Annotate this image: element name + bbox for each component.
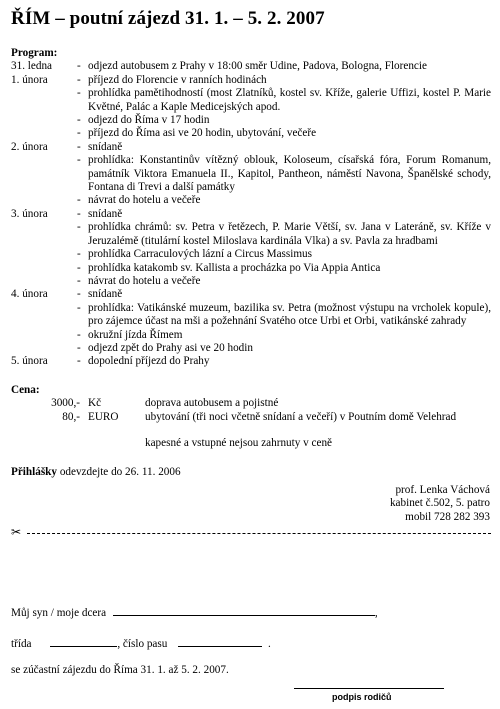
program-item-text: prohlídka Carraculových lázní a Circus Massimus: [88, 248, 313, 261]
price-description: doprava autobusem a pojistné: [145, 397, 279, 410]
program-item-text: návrat do hotelu a večeře: [88, 194, 201, 207]
class-field[interactable]: [50, 636, 117, 647]
registration-line: [11, 466, 491, 479]
day-label: 4. února: [11, 288, 48, 301]
bullet-dash: -: [77, 114, 81, 127]
program-schedule: [11, 60, 491, 368]
day-label: 1. února: [11, 73, 48, 86]
program-item-text: prohlídka: Vatikánské muzeum, bazilika sv. Petra (možnost výstupu na vrcholek kopule), pro zájemce účast na mši a požehnání Svatého otce Urbi et Orbi, vatikánské zahrady: [88, 301, 491, 328]
program-day: [11, 355, 491, 368]
program-item-text: odjezd autobusem z Prahy v 18:00 směr Udine, Padova, Bologna, Florencie: [88, 60, 427, 73]
program-item: [77, 248, 491, 261]
passport-field[interactable]: [178, 636, 262, 647]
price-list: [11, 397, 491, 424]
bullet-dash: -: [77, 341, 81, 354]
price-currency: Kč: [88, 397, 102, 410]
program-item: [77, 208, 491, 221]
bullet-dash: -: [77, 154, 81, 167]
document: [11, 8, 491, 540]
program-day: [11, 74, 491, 141]
program-item-text: snídaně: [88, 288, 123, 301]
registration-bold: Přihlášky: [11, 466, 58, 479]
program-item-text: prohlídka katakomb sv. Kallista a procházka po Via Appia Antica: [88, 261, 381, 274]
program-item-text: snídaně: [88, 207, 123, 220]
scissors-icon: ✂: [11, 525, 22, 540]
contact-office: kabinet č.502, 5. patro: [389, 497, 490, 510]
bullet-dash: -: [77, 87, 81, 100]
program-item-text: dopolední příjezd do Prahy: [88, 355, 210, 368]
bullet-dash: -: [77, 207, 81, 220]
program-day: [11, 288, 491, 355]
program-item: [77, 275, 491, 288]
program-item-text: odjezd zpět do Prahy asi ve 20 hodin: [88, 341, 253, 354]
day-label: 2. února: [11, 140, 48, 153]
program-item-text: prohlídka chrámů: sv. Petra v řetězech, P. Marie Větší, sv. Jana v Lateráně, sv. Kříže v Jeruzalémě (titulární kostel Miloslava kardinála Vlka) a sv. Pavla za hradbami: [88, 221, 491, 247]
program-item-text: prohlídka: Konstantinův vítězný oblouk, Koloseum, císařská fóra, Forum Romanum, památník Viktora Emanuela II., Kapitol, Pantheon, náměstí Navona, Španělské schody, Fontana di Trevi a další památky: [88, 154, 491, 194]
cut-line: [11, 526, 491, 540]
program-item: [77, 342, 491, 355]
contact-phone: mobil 728 282 393: [405, 510, 490, 523]
child-name-row: Můj syn / moje dcera ,: [11, 607, 378, 619]
period: .: [267, 638, 271, 650]
program-item: [77, 127, 491, 140]
price-amount: 80,-: [62, 410, 80, 423]
program-item: [77, 60, 491, 73]
child-name-field[interactable]: [113, 605, 375, 616]
price-description: ubytování (tři noci včetně snídaní a večeří) v Poutním domě Velehrad: [145, 410, 457, 423]
program-item-text: příjezd do Říma asi ve 20 hodin, ubytování, večeře: [88, 127, 317, 140]
program-item: [77, 221, 491, 248]
bullet-dash: -: [77, 194, 81, 207]
bullet-dash: -: [77, 248, 81, 261]
day-label: 3. února: [11, 207, 48, 220]
bullet-dash: -: [77, 301, 81, 314]
program-item: [77, 114, 491, 127]
class-passport-row: [11, 636, 271, 651]
price-note: kapesné a vstupné nejsou zahrnuty v ceně: [145, 436, 333, 449]
day-label: 5. února: [11, 355, 48, 368]
bullet-dash: -: [77, 140, 81, 153]
bullet-dash: -: [77, 127, 81, 140]
program-item-text: odjezd do Říma v 17 hodin: [88, 114, 210, 127]
program-item: [77, 74, 491, 87]
program-item: [77, 262, 491, 275]
bullet-dash: -: [77, 355, 81, 368]
program-day: [11, 208, 491, 288]
program-item: [77, 329, 491, 342]
child-label: Můj syn / moje dcera: [11, 607, 107, 619]
program-item: [77, 141, 491, 154]
bullet-dash: -: [77, 274, 81, 287]
bullet-dash: -: [77, 328, 81, 341]
price-amount: 3000,-: [51, 397, 80, 410]
program-item-text: okružní jízda Římem: [88, 328, 183, 341]
signature-label: podpis rodičů: [332, 692, 392, 702]
bullet-dash: -: [77, 288, 81, 301]
signature-line[interactable]: [294, 688, 444, 689]
program-label: Program:: [11, 47, 58, 59]
program-day: [11, 141, 491, 208]
passport-label: , číslo pasu: [117, 638, 168, 650]
page-title: ŘÍM – poutní zájezd 31. 1. – 5. 2. 2007: [11, 8, 325, 29]
dashed-divider: [27, 533, 491, 534]
price-row: [11, 411, 491, 424]
program-day: [11, 60, 491, 73]
day-label: 31. ledna: [11, 60, 53, 73]
registration-text: odevzdejte do 26. 11. 2006: [57, 466, 181, 479]
program-item-text: návrat do hotelu a večeře: [88, 274, 201, 287]
price-row: [11, 397, 491, 410]
program-item-text: snídaně: [88, 140, 123, 153]
program-item: [77, 288, 491, 301]
bullet-dash: -: [77, 60, 81, 73]
price-currency: EURO: [88, 410, 119, 423]
program-item-text: prohlídka pamětihodností (most Zlatníků, kostel sv. Kříže, galerie Uffizi, kostel P. Marie Květné, Palác a Kaple Medicejských apod.: [88, 87, 491, 113]
program-item-text: příjezd do Florencie v ranních hodinách: [88, 73, 267, 86]
contact-name: prof. Lenka Váchová: [395, 483, 490, 496]
class-label: třída: [11, 638, 32, 650]
bullet-dash: -: [77, 261, 81, 274]
program-item: [77, 87, 491, 114]
bullet-dash: -: [77, 73, 81, 86]
program-item: [77, 355, 491, 368]
statement: se zúčastní zájezdu do Říma 31. 1. až 5. 2. 2007.: [11, 664, 229, 676]
program-item: [77, 154, 491, 194]
bullet-dash: -: [77, 221, 81, 234]
contact-block: [11, 484, 491, 524]
program-item: [77, 302, 491, 329]
program-item: [77, 194, 491, 207]
price-label: Cena:: [11, 383, 40, 396]
